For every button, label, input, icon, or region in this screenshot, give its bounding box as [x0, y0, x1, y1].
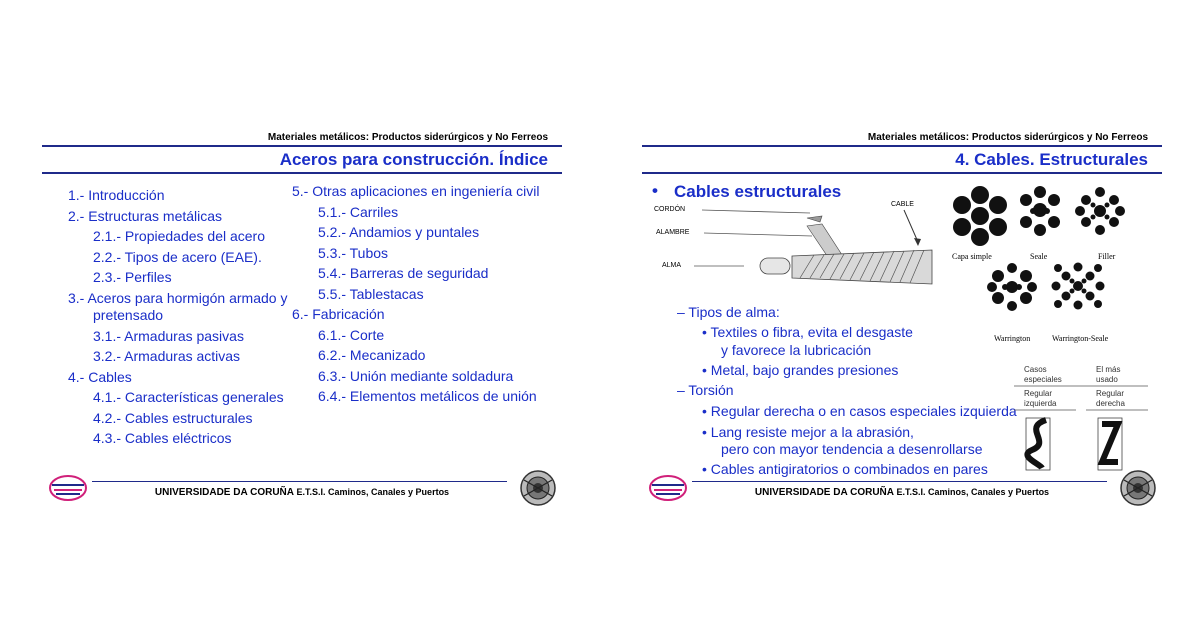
toc-item: 2.3.- Perfiles	[93, 269, 172, 285]
torsion-header-usado	[1096, 365, 1120, 385]
slide-index	[42, 128, 562, 513]
section-caption: Seale	[1030, 252, 1048, 261]
course-header: Materiales metálicos: Productos siderúrgicos y No Ferreos	[267, 132, 548, 143]
toc-item: 5.1.- Carriles	[318, 204, 399, 220]
footer-rule	[692, 481, 1107, 482]
body-line: • Regular derecha o en casos especiales izquierda	[702, 403, 1017, 419]
toc-item: 6.2.- Mecanizado	[318, 347, 426, 363]
torsion-header-especiales	[1024, 365, 1062, 385]
toc-item: 5.4.- Barreras de seguridad	[318, 265, 489, 281]
label-alma: ALMA	[662, 262, 682, 269]
table-text: Regular	[1024, 389, 1053, 398]
section-caption: Warrington-Seale	[1052, 334, 1109, 343]
course-header: Materiales metálicos: Productos siderúrgicos y No Ferreos	[867, 132, 1148, 143]
toc-item: 2.- Estructuras metálicas	[68, 208, 223, 224]
body-line: • Textiles o fibra, evita el desgaste	[702, 324, 913, 340]
bullet-heading: Cables estructurales	[674, 182, 842, 201]
toc-item: 4.3.- Cables eléctricos	[93, 430, 232, 446]
header-rule	[42, 145, 562, 147]
footer-university: UNIVERSIDADE DA CORUÑA	[754, 487, 894, 498]
torsion-diagram	[1012, 384, 1152, 474]
toc-item: 4.2.- Cables estructurales	[93, 410, 253, 426]
slide-title: Aceros para construcción. Índice	[279, 150, 548, 169]
toc-item: 4.1.- Características generales	[93, 389, 284, 405]
table-text: izquierda	[1024, 399, 1057, 408]
footer-school: E.T.S.I. Caminos, Canales y Puertos	[896, 487, 1050, 497]
body-line: – Tipos de alma:	[677, 304, 780, 320]
toc-item: 5.2.- Andamios y puntales	[318, 224, 480, 240]
toc-item: 2.2.- Tipos de acero (EAE).	[93, 249, 262, 265]
toc-item: 6.4.- Elementos metálicos de unión	[318, 388, 537, 404]
header-rule	[642, 145, 1162, 147]
table-text: usado	[1096, 375, 1118, 384]
toc-item: pretensado	[93, 307, 164, 323]
toc-item: 5.5.- Tablestacas	[318, 286, 424, 302]
table-text: El más	[1096, 365, 1121, 374]
toc-item: 2.1.- Propiedades del acero	[93, 228, 265, 244]
toc-item: 1.- Introducción	[68, 187, 165, 203]
bullet-icon: •	[652, 181, 658, 200]
body-line: • Metal, bajo grandes presiones	[702, 362, 899, 378]
footer-university: UNIVERSIDADE DA CORUÑA	[154, 487, 294, 498]
label-cordon: CORDÓN	[654, 206, 686, 213]
toc-item: 6.- Fabricación	[292, 306, 385, 322]
slide-title: 4. Cables. Estructurales	[955, 150, 1148, 169]
toc-item: 5.- Otras aplicaciones en ingeniería civil	[292, 183, 540, 199]
footer	[42, 487, 562, 498]
label-alambre: ALAMBRE	[656, 229, 690, 236]
table-text: Casos	[1024, 365, 1047, 374]
cable-diagram	[642, 188, 942, 288]
footer-rule	[92, 481, 507, 482]
school-emblem	[518, 468, 558, 508]
body-line: • Lang resiste mejor a la abrasión,	[702, 424, 914, 440]
toc-item: 6.3.- Unión mediante soldadura	[318, 368, 514, 384]
toc-item: 4.- Cables	[68, 369, 132, 385]
title-rule	[42, 172, 562, 174]
school-emblem	[1118, 468, 1158, 508]
toc-item: 6.1.- Corte	[318, 327, 385, 343]
footer-school: E.T.S.I. Caminos, Canales y Puertos	[296, 487, 450, 497]
body-line: y favorece la lubricación	[721, 342, 872, 358]
table-text: Regular	[1096, 389, 1125, 398]
section-caption: Filler	[1098, 252, 1116, 261]
table-text: derecha	[1096, 399, 1125, 408]
slide-cables	[642, 128, 1162, 513]
cable-sections-diagram	[940, 180, 1150, 346]
section-caption: Capa simple	[952, 252, 992, 261]
toc-item: 5.3.- Tubos	[318, 245, 389, 261]
section-caption: Warrington	[994, 334, 1031, 343]
toc-item: 3.1.- Armaduras pasivas	[93, 328, 244, 344]
label-cable: CABLE	[891, 201, 914, 208]
body-line: • Cables antigiratorios o combinados en pares	[702, 461, 988, 477]
body-line: pero con mayor tendencia a desenrollarse	[721, 441, 983, 457]
title-rule	[642, 172, 1162, 174]
toc-item: 3.2.- Armaduras activas	[93, 348, 241, 364]
toc-item: 3.- Aceros para hormigón armado y	[68, 290, 288, 306]
body-line: – Torsión	[677, 382, 734, 398]
table-text: especiales	[1024, 375, 1062, 384]
footer	[642, 487, 1162, 498]
